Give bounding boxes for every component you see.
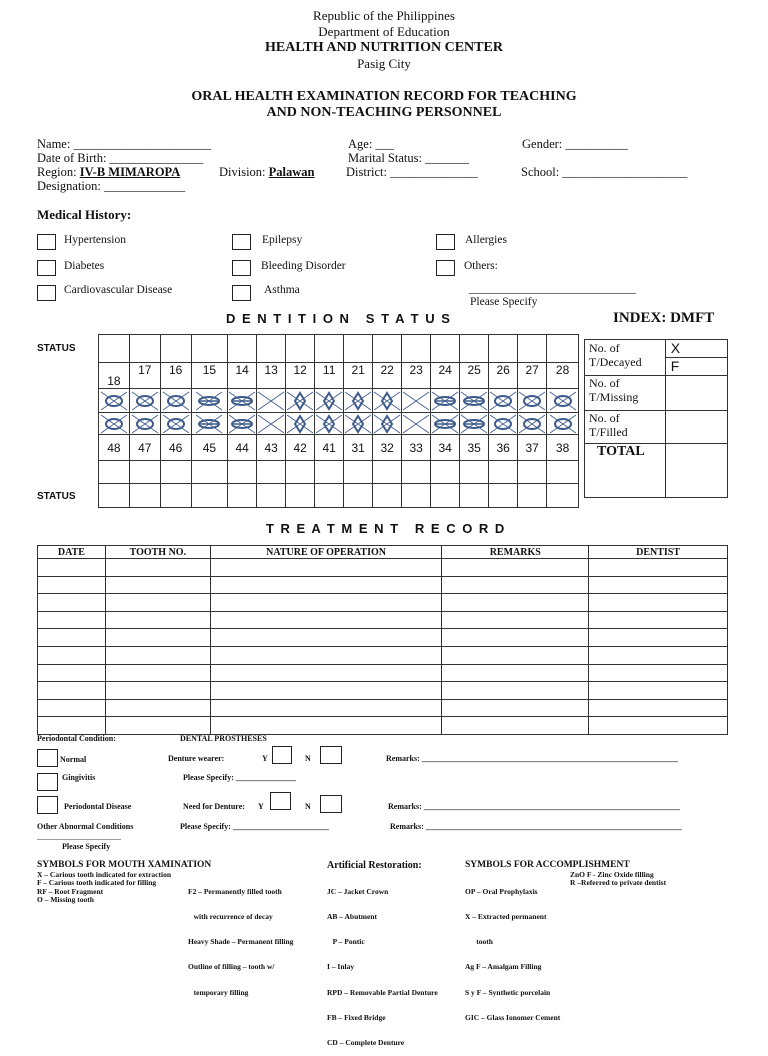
treatment-cell[interactable] bbox=[105, 717, 210, 735]
region-field[interactable] bbox=[37, 165, 180, 180]
denture-wearer-specify[interactable]: Please Specify: _______________ bbox=[183, 773, 296, 782]
lower-mid-cell[interactable] bbox=[547, 461, 579, 484]
upper-status-cell[interactable] bbox=[129, 335, 160, 363]
artificial-jc: JC – Jacket Crown bbox=[327, 886, 389, 896]
tooth-icon-upper[interactable] bbox=[129, 389, 160, 413]
lower-status-cell[interactable] bbox=[460, 484, 489, 508]
upper-status-cell[interactable] bbox=[460, 335, 489, 363]
tooth-icon-lower[interactable] bbox=[160, 413, 191, 435]
treatment-cell[interactable] bbox=[589, 699, 728, 717]
lower-status-cell[interactable] bbox=[129, 484, 160, 508]
mouth-symbol-outline-cont: temporary filling bbox=[188, 987, 249, 997]
col-date: DATE bbox=[38, 546, 106, 559]
division-field[interactable] bbox=[219, 165, 315, 180]
tooth-number-upper: 22 bbox=[373, 363, 402, 389]
tooth-icon-lower[interactable] bbox=[228, 413, 257, 435]
marital-status-field[interactable]: Marital Status: _______ bbox=[348, 151, 469, 165]
tooth-icon-upper[interactable] bbox=[402, 389, 431, 413]
decayed-cell[interactable] bbox=[665, 340, 727, 376]
tooth-icon-upper[interactable] bbox=[344, 389, 373, 413]
tooth-number-upper: 12 bbox=[286, 363, 315, 389]
treatment-row bbox=[38, 611, 728, 629]
treatment-cell[interactable] bbox=[442, 664, 589, 682]
remarks-line-3[interactable]: Remarks: ________________________________________________________________ bbox=[390, 822, 682, 831]
col-remarks: REMARKS bbox=[442, 546, 589, 559]
treatment-cell[interactable] bbox=[210, 611, 442, 629]
mouth-symbols-title: SYMBOLS FOR MOUTH XAMINATION bbox=[37, 860, 212, 870]
mouth-symbol-outline: Outline of filling – tooth w/ bbox=[188, 962, 275, 972]
tooth-number-lower: 33 bbox=[402, 435, 431, 461]
artificial-i: I – Inlay bbox=[327, 962, 355, 972]
need-denture-y-label: Y bbox=[258, 802, 264, 811]
treatment-cell[interactable] bbox=[442, 611, 589, 629]
tooth-icon-lower[interactable] bbox=[547, 413, 579, 435]
tooth-icon-upper[interactable] bbox=[315, 389, 344, 413]
treatment-cell[interactable] bbox=[589, 576, 728, 594]
treatment-cell[interactable] bbox=[442, 717, 589, 735]
tooth-icon-lower[interactable] bbox=[431, 413, 460, 435]
index-x: X bbox=[666, 340, 727, 358]
treatment-cell[interactable] bbox=[589, 559, 728, 577]
treatment-cell[interactable] bbox=[210, 682, 442, 700]
periodontal-condition-label: Periodontal Condition: bbox=[37, 734, 116, 743]
division-label: Division: bbox=[219, 165, 266, 179]
designation-field[interactable]: Designation: _____________ bbox=[37, 179, 186, 193]
tooth-number-lower: 46 bbox=[160, 435, 191, 461]
remarks-line-1[interactable]: Remarks: ________________________________________________________________ bbox=[386, 754, 678, 763]
school-field[interactable]: School: ____________________ bbox=[521, 165, 688, 179]
tooth-icon-upper[interactable] bbox=[257, 389, 286, 413]
dentition-status-title: D E N T I T I O N S T A T U S bbox=[226, 311, 452, 326]
denture-wearer-y-label: Y bbox=[262, 754, 268, 763]
col-dentist: DENTIST bbox=[589, 546, 728, 559]
upper-status-label: STATUS bbox=[37, 343, 76, 354]
lower-status-cell[interactable] bbox=[191, 484, 228, 508]
tooth-icon-upper[interactable] bbox=[431, 389, 460, 413]
mouth-symbol-rf: RF – Root Fragment bbox=[37, 886, 104, 896]
artificial-ab: AB – Abutment bbox=[327, 912, 378, 922]
tooth-icon-lower[interactable] bbox=[489, 413, 518, 435]
index-dmft-title: INDEX: DMFT bbox=[613, 310, 715, 326]
gingivitis-checkbox[interactable] bbox=[37, 773, 58, 791]
lower-status-label: STATUS bbox=[37, 491, 76, 502]
tooth-number-lower: 42 bbox=[286, 435, 315, 461]
artificial-fb: FB – Fixed Bridge bbox=[327, 1012, 386, 1022]
treatment-cell[interactable] bbox=[210, 646, 442, 664]
diabetes-label: Diabetes bbox=[64, 260, 105, 272]
tooth-number-upper: 11 bbox=[315, 363, 344, 389]
tooth-number-lower: 41 bbox=[315, 435, 344, 461]
others-specify-label: Please Specify bbox=[470, 296, 538, 308]
remarks-line-2[interactable]: Remarks: ________________________________________________________________ bbox=[388, 802, 680, 811]
tooth-icon-upper[interactable] bbox=[547, 389, 579, 413]
lower-status-cell[interactable] bbox=[489, 484, 518, 508]
accomplishment-col1 bbox=[465, 871, 560, 1031]
normal-label: Normal bbox=[60, 755, 87, 764]
tooth-number-upper: 14 bbox=[228, 363, 257, 389]
dob-field[interactable]: Date of Birth: _______________ bbox=[37, 151, 204, 165]
others-checkbox[interactable] bbox=[436, 260, 455, 276]
lower-mid-cell[interactable] bbox=[228, 461, 257, 484]
dentition-chart bbox=[98, 334, 579, 508]
tooth-number-upper: 26 bbox=[489, 363, 518, 389]
accomplishment-col2 bbox=[570, 871, 666, 888]
gingivitis-label: Gingivitis bbox=[62, 773, 96, 782]
tooth-number-lower: 32 bbox=[373, 435, 402, 461]
tooth-number-upper: 27 bbox=[518, 363, 547, 389]
treatment-cell[interactable] bbox=[105, 594, 210, 612]
lower-mid-cell[interactable] bbox=[315, 461, 344, 484]
other-abnormal-specify: Please Specify bbox=[62, 842, 111, 851]
upper-status-cell[interactable] bbox=[518, 335, 547, 363]
other-abnormal-line[interactable]: _____________________ bbox=[37, 832, 121, 841]
tooth-icon-lower[interactable] bbox=[518, 413, 547, 435]
tooth-number-upper: 23 bbox=[402, 363, 431, 389]
tooth-icon-lower[interactable] bbox=[99, 413, 130, 435]
tooth-icon-lower[interactable] bbox=[373, 413, 402, 435]
tooth-number-lower: 35 bbox=[460, 435, 489, 461]
tooth-number-upper: 13 bbox=[257, 363, 286, 389]
treatment-cell[interactable] bbox=[589, 594, 728, 612]
tooth-icon-lower[interactable] bbox=[286, 413, 315, 435]
region-label: Region: bbox=[37, 165, 77, 179]
tooth-icon-lower[interactable] bbox=[344, 413, 373, 435]
tooth-number-lower: 31 bbox=[344, 435, 373, 461]
upper-status-cell[interactable] bbox=[489, 335, 518, 363]
need-denture-n-checkbox[interactable] bbox=[320, 795, 342, 813]
periodontal-disease-label: Periodontal Disease bbox=[64, 802, 132, 811]
tooth-number-lower: 43 bbox=[257, 435, 286, 461]
tooth-icon-upper[interactable] bbox=[286, 389, 315, 413]
need-denture-y-checkbox[interactable] bbox=[270, 792, 291, 810]
treatment-cell[interactable] bbox=[442, 594, 589, 612]
asthma-label: Asthma bbox=[264, 284, 300, 296]
treatment-cell[interactable] bbox=[105, 699, 210, 717]
lower-status-cell[interactable] bbox=[431, 484, 460, 508]
treatment-cell[interactable] bbox=[210, 717, 442, 735]
treatment-cell[interactable] bbox=[38, 682, 106, 700]
tooth-number-lower: 37 bbox=[518, 435, 547, 461]
upper-status-cell[interactable] bbox=[402, 335, 431, 363]
lower-mid-cell[interactable] bbox=[518, 461, 547, 484]
tooth-number-upper: 17 bbox=[129, 363, 160, 389]
filled-cell[interactable] bbox=[665, 411, 727, 444]
epilepsy-checkbox[interactable] bbox=[232, 234, 251, 250]
lower-status-cell[interactable] bbox=[344, 484, 373, 508]
lower-status-cell[interactable] bbox=[315, 484, 344, 508]
tooth-icon-lower[interactable] bbox=[460, 413, 489, 435]
lower-mid-cell[interactable] bbox=[129, 461, 160, 484]
treatment-cell[interactable] bbox=[38, 629, 106, 647]
treatment-cell[interactable] bbox=[38, 699, 106, 717]
mouth-symbol-f2-cont: with recurrence of decay bbox=[188, 912, 273, 922]
upper-status-cell[interactable] bbox=[547, 335, 579, 363]
accomp-gic: GIC – Glass Ionomer Cement bbox=[465, 1012, 561, 1022]
lower-mid-cell[interactable] bbox=[286, 461, 315, 484]
artificial-rpd: RPD – Removable Partial Denture bbox=[327, 987, 438, 997]
treatment-cell[interactable] bbox=[105, 559, 210, 577]
lower-mid-cell[interactable] bbox=[344, 461, 373, 484]
treatment-row bbox=[38, 682, 728, 700]
division-value: Palawan bbox=[268, 165, 315, 179]
treatment-row bbox=[38, 559, 728, 577]
accomp-op: OP – Oral Prophylaxis bbox=[465, 886, 538, 896]
treatment-cell[interactable] bbox=[210, 629, 442, 647]
upper-status-cell[interactable] bbox=[373, 335, 402, 363]
accomp-syf: S y F – Synthetic porcelain bbox=[465, 987, 551, 997]
tooth-icon-lower[interactable] bbox=[129, 413, 160, 435]
treatment-cell[interactable] bbox=[38, 664, 106, 682]
treatment-cell[interactable] bbox=[442, 699, 589, 717]
treatment-cell[interactable] bbox=[38, 611, 106, 629]
treatment-cell[interactable] bbox=[38, 559, 106, 577]
artificial-p: P – Pontic bbox=[327, 937, 365, 947]
lower-status-cell[interactable] bbox=[228, 484, 257, 508]
form-title-line2: AND NON-TEACHING PERSONNEL bbox=[266, 105, 502, 120]
treatment-row bbox=[38, 576, 728, 594]
upper-status-cell[interactable] bbox=[315, 335, 344, 363]
dental-prostheses-label: DENTAL PROSTHESES bbox=[180, 734, 267, 743]
medical-history-title: Medical History: bbox=[37, 207, 132, 222]
denture-wearer-y-checkbox[interactable] bbox=[272, 746, 292, 764]
dmft-index-table bbox=[584, 339, 728, 498]
mouth-symbols-col1 bbox=[37, 871, 171, 905]
age-field[interactable]: Age: ___ bbox=[348, 137, 395, 151]
index-f: F bbox=[670, 358, 680, 374]
upper-status-cell[interactable] bbox=[344, 335, 373, 363]
treatment-cell[interactable] bbox=[589, 682, 728, 700]
upper-status-cell[interactable] bbox=[431, 335, 460, 363]
bleeding-disorder-label: Bleeding Disorder bbox=[261, 260, 346, 272]
total-cell[interactable] bbox=[665, 444, 727, 498]
treatment-row bbox=[38, 664, 728, 682]
lower-mid-cell[interactable] bbox=[160, 461, 191, 484]
treatment-cell[interactable] bbox=[589, 717, 728, 735]
treatment-cell[interactable] bbox=[105, 629, 210, 647]
treatment-row bbox=[38, 717, 728, 735]
tooth-number-lower: 38 bbox=[547, 435, 579, 461]
treatment-cell[interactable] bbox=[210, 664, 442, 682]
treatment-cell[interactable] bbox=[442, 576, 589, 594]
accomplishment-symbols-title: SYMBOLS FOR ACCOMPLISHMENT bbox=[465, 860, 630, 870]
tooth-icon-upper[interactable] bbox=[460, 389, 489, 413]
lower-status-cell[interactable] bbox=[547, 484, 579, 508]
treatment-cell[interactable] bbox=[589, 611, 728, 629]
header-department: Department of Education bbox=[318, 24, 450, 39]
hypertension-label: Hypertension bbox=[64, 234, 126, 246]
others-specify-line[interactable]: _____________________________ bbox=[469, 283, 636, 295]
artificial-restoration-title: Artificial Restoration: bbox=[327, 860, 422, 871]
treatment-cell[interactable] bbox=[105, 682, 210, 700]
tooth-icon-lower[interactable] bbox=[257, 413, 286, 435]
allergies-checkbox[interactable] bbox=[436, 234, 455, 250]
treatment-cell[interactable] bbox=[105, 664, 210, 682]
upper-status-cell[interactable] bbox=[191, 335, 228, 363]
header-republic: Republic of the Philippines bbox=[313, 8, 455, 23]
need-denture-n-label: N bbox=[305, 802, 311, 811]
allergies-label: Allergies bbox=[465, 234, 507, 246]
tooth-icon-upper[interactable] bbox=[160, 389, 191, 413]
district-field[interactable]: District: ______________ bbox=[346, 165, 478, 179]
denture-wearer-label: Denture wearer: bbox=[168, 754, 225, 763]
tooth-icon-lower[interactable] bbox=[191, 413, 228, 435]
lower-mid-cell[interactable] bbox=[191, 461, 228, 484]
mouth-symbol-f: F – Carious tooth indicated for filling bbox=[37, 878, 157, 888]
gender-field[interactable]: Gender: __________ bbox=[522, 137, 628, 151]
periodontal-disease-checkbox[interactable] bbox=[37, 796, 58, 814]
accomp-x-cont: tooth bbox=[465, 937, 493, 947]
lower-mid-cell[interactable] bbox=[402, 461, 431, 484]
accomp-zno: ZnO F - Zinc Oxide filling bbox=[570, 870, 654, 879]
upper-status-cell[interactable] bbox=[257, 335, 286, 363]
treatment-cell[interactable] bbox=[589, 629, 728, 647]
tooth-icon-upper[interactable] bbox=[489, 389, 518, 413]
upper-status-cell[interactable] bbox=[99, 335, 130, 363]
tooth-number-upper: 15 bbox=[191, 363, 228, 389]
accomp-x: X – Extracted permanent bbox=[465, 912, 547, 922]
cardiovascular-checkbox[interactable] bbox=[37, 285, 56, 301]
cardiovascular-label: Cardiovascular Disease bbox=[64, 284, 173, 296]
tooth-number-upper: 16 bbox=[160, 363, 191, 389]
treatment-row bbox=[38, 646, 728, 664]
header-city: Pasig City bbox=[357, 56, 411, 71]
tooth-number-lower: 34 bbox=[431, 435, 460, 461]
artificial-restoration-list bbox=[327, 871, 438, 1056]
treatment-record-title: T R E A T M E N T R E C O R D bbox=[266, 521, 506, 536]
lower-mid-cell[interactable] bbox=[99, 461, 130, 484]
col-tooth-no: TOOTH NO. bbox=[105, 546, 210, 559]
artificial-cd: CD – Complete Denture bbox=[327, 1038, 405, 1048]
tooth-number-lower: 48 bbox=[99, 435, 130, 461]
lower-status-cell[interactable] bbox=[402, 484, 431, 508]
header-center: HEALTH AND NUTRITION CENTER bbox=[265, 40, 503, 55]
lower-status-cell[interactable] bbox=[286, 484, 315, 508]
tooth-number-upper: 21 bbox=[344, 363, 373, 389]
lower-status-cell[interactable] bbox=[518, 484, 547, 508]
mouth-symbol-x: X – Carious tooth indicated for extraction bbox=[37, 870, 172, 879]
tooth-number-upper: 18 bbox=[99, 363, 130, 389]
tooth-number-lower: 36 bbox=[489, 435, 518, 461]
tooth-icon-upper[interactable] bbox=[373, 389, 402, 413]
treatment-cell[interactable] bbox=[105, 611, 210, 629]
need-denture-label: Need for Denture: bbox=[183, 802, 245, 811]
treatment-cell[interactable] bbox=[38, 646, 106, 664]
upper-status-cell[interactable] bbox=[160, 335, 191, 363]
lower-status-cell[interactable] bbox=[99, 484, 130, 508]
mouth-symbol-f2: F2 – Permanently filled tooth bbox=[188, 886, 282, 896]
tooth-number-upper: 28 bbox=[547, 363, 579, 389]
lower-mid-cell[interactable] bbox=[257, 461, 286, 484]
lower-mid-cell[interactable] bbox=[373, 461, 402, 484]
name-field[interactable]: Name: ______________________ bbox=[37, 137, 211, 151]
tooth-icon-lower[interactable] bbox=[315, 413, 344, 435]
treatment-row bbox=[38, 629, 728, 647]
tooth-number-lower: 45 bbox=[191, 435, 228, 461]
treatment-row bbox=[38, 594, 728, 612]
diabetes-checkbox[interactable] bbox=[37, 260, 56, 276]
filled-label: No. of T/Filled bbox=[585, 411, 666, 444]
decayed-label: No. of T/Decayed bbox=[585, 340, 666, 376]
treatment-cell[interactable] bbox=[442, 682, 589, 700]
asthma-checkbox[interactable] bbox=[232, 285, 251, 301]
treatment-cell[interactable] bbox=[105, 646, 210, 664]
lower-mid-cell[interactable] bbox=[431, 461, 460, 484]
treatment-cell[interactable] bbox=[38, 594, 106, 612]
tooth-icon-upper[interactable] bbox=[228, 389, 257, 413]
tooth-number-upper: 24 bbox=[431, 363, 460, 389]
treatment-cell[interactable] bbox=[210, 576, 442, 594]
tooth-icon-upper[interactable] bbox=[99, 389, 130, 413]
mouth-symbols-col2 bbox=[188, 871, 293, 1006]
col-nature-of-operation: NATURE OF OPERATION bbox=[210, 546, 442, 559]
denture-wearer-n-label: N bbox=[305, 754, 311, 763]
treatment-cell[interactable] bbox=[210, 594, 442, 612]
epilepsy-label: Epilepsy bbox=[262, 234, 303, 246]
bleeding-disorder-checkbox[interactable] bbox=[232, 260, 251, 276]
treatment-cell[interactable] bbox=[105, 576, 210, 594]
total-label: TOTAL bbox=[585, 444, 666, 498]
treatment-cell[interactable] bbox=[38, 576, 106, 594]
treatment-row bbox=[38, 699, 728, 717]
tooth-number-lower: 47 bbox=[129, 435, 160, 461]
treatment-cell[interactable] bbox=[210, 699, 442, 717]
missing-label: No. of T/Missing bbox=[585, 376, 666, 411]
missing-cell[interactable] bbox=[665, 376, 727, 411]
mouth-symbol-o: O – Missing tooth bbox=[37, 895, 94, 905]
lower-mid-cell[interactable] bbox=[460, 461, 489, 484]
treatment-cell[interactable] bbox=[442, 559, 589, 577]
lower-status-cell[interactable] bbox=[373, 484, 402, 508]
lower-status-cell[interactable] bbox=[257, 484, 286, 508]
hypertension-checkbox[interactable] bbox=[37, 234, 56, 250]
treatment-cell[interactable] bbox=[38, 717, 106, 735]
normal-checkbox[interactable] bbox=[37, 749, 58, 767]
treatment-cell[interactable] bbox=[589, 664, 728, 682]
form-title-line1: ORAL HEALTH EXAMINATION RECORD FOR TEACHING bbox=[191, 89, 577, 104]
treatment-cell[interactable] bbox=[589, 646, 728, 664]
lower-status-cell[interactable] bbox=[160, 484, 191, 508]
region-value: IV-B MIMAROPA bbox=[79, 165, 181, 179]
treatment-record-table bbox=[37, 545, 728, 735]
denture-wearer-n-checkbox[interactable] bbox=[320, 746, 342, 764]
upper-status-cell[interactable] bbox=[286, 335, 315, 363]
other-abnormal-label: Other Abnormal Conditions bbox=[37, 822, 134, 831]
others-label: Others: bbox=[464, 260, 498, 272]
lower-mid-cell[interactable] bbox=[489, 461, 518, 484]
accomp-agf: Ag F – Amalgam Filling bbox=[465, 962, 542, 972]
treatment-cell[interactable] bbox=[442, 646, 589, 664]
tooth-icon-upper[interactable] bbox=[518, 389, 547, 413]
mouth-symbol-heavy-shade: Heavy Shade – Permanent filling bbox=[188, 937, 294, 947]
tooth-icon-lower[interactable] bbox=[402, 413, 431, 435]
upper-status-cell[interactable] bbox=[228, 335, 257, 363]
tooth-icon-upper[interactable] bbox=[191, 389, 228, 413]
accomp-r: R –Referred to private dentist bbox=[570, 878, 667, 888]
other-abnormal-specify-line[interactable]: Please Specify: ________________________ bbox=[180, 822, 329, 831]
tooth-number-lower: 44 bbox=[228, 435, 257, 461]
treatment-cell[interactable] bbox=[210, 559, 442, 577]
tooth-number-upper: 25 bbox=[460, 363, 489, 389]
treatment-cell[interactable] bbox=[442, 629, 589, 647]
